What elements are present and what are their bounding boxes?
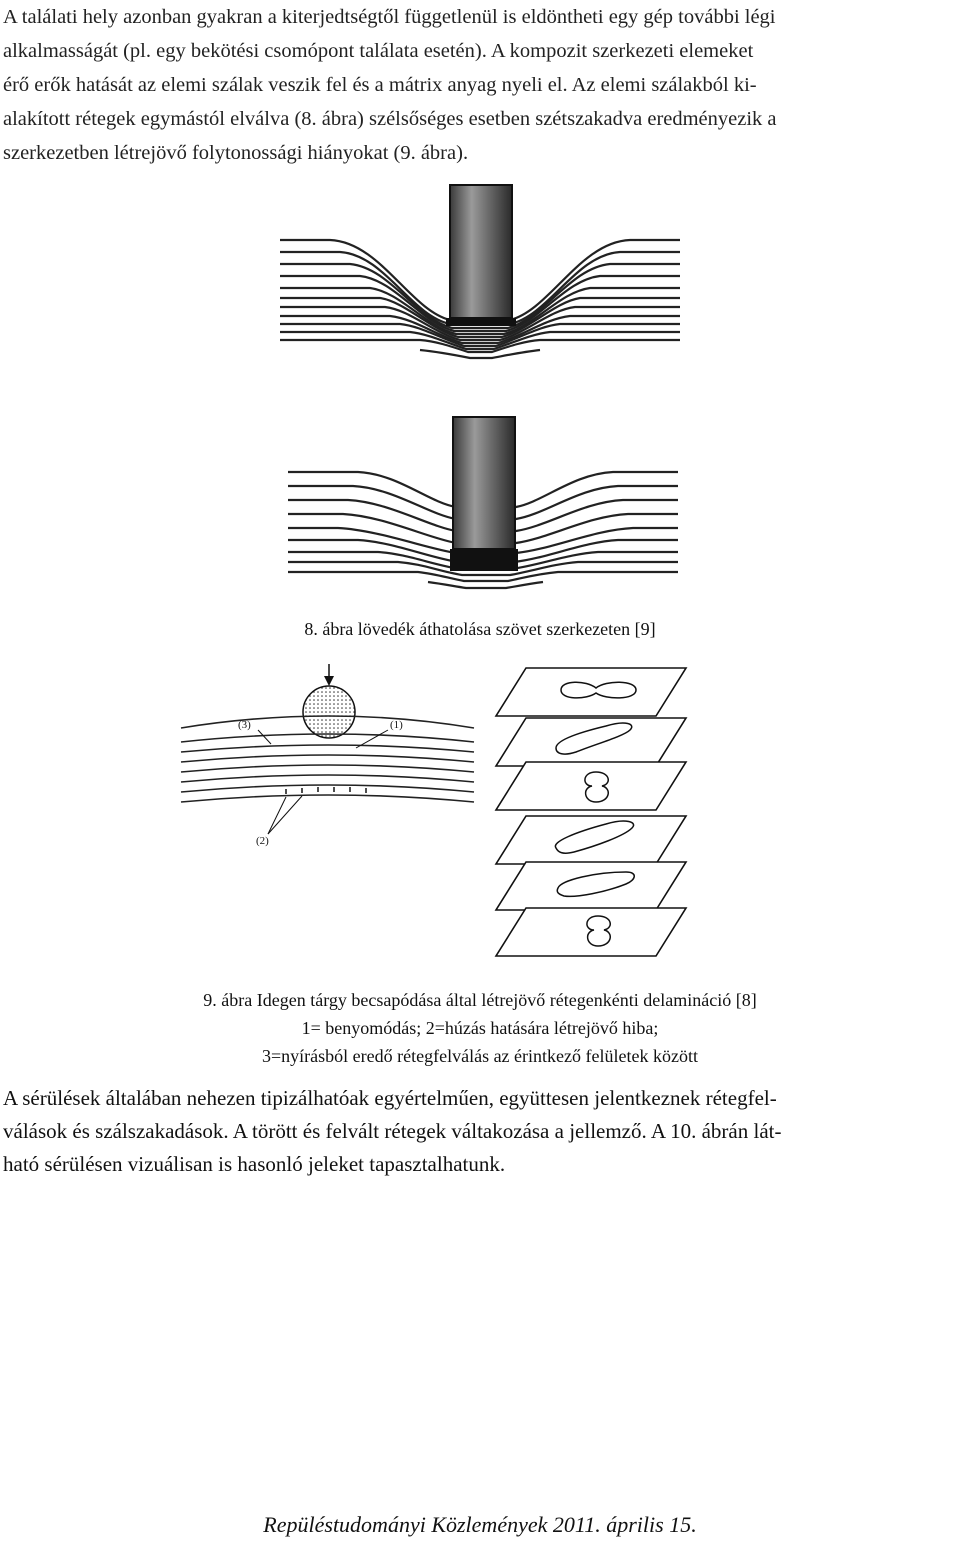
label-three: (3) — [238, 719, 251, 731]
body-line: ható sérülésen vizuálisan is hasonló jeleket tapasztalhatunk. — [3, 1152, 506, 1176]
intro-line: A találati hely azonban gyakran a kiterjedtségtől függetlenül is eldöntheti egy gép további légi — [3, 6, 776, 28]
body-line: válások és szálszakadások. A törött és felvált rétegek váltakozása a jellemző. A 10. ábrán lát- — [3, 1119, 782, 1143]
figure-8-caption: 8. ábra lövedék áthatolása szövet szerkezeten [9] — [304, 619, 656, 639]
intro-line: alkalmasságát (pl. egy bekötési csomópont találata esetén). A kompozit szerkezeti elemeket — [3, 40, 754, 62]
label-one: (1) — [390, 719, 403, 731]
intro-paragraph — [3, 0, 955, 170]
projectile-cylinder — [450, 185, 512, 318]
body-paragraph — [3, 1082, 955, 1181]
projectile-tip — [450, 549, 518, 571]
figure-9-caption-legend: 1= benyomódás; 2=húzás hatására létrejövő hiba; — [301, 1018, 659, 1038]
figure-9-caption-title: 9. ábra Idegen tárgy becsapódása által létrejövő rétegenkénti delamináció [8] — [203, 990, 757, 1010]
page-footer: Repüléstudományi Közlemények 2011. április 15. — [263, 1512, 697, 1537]
figure-9-impact-diagram — [176, 662, 476, 857]
figure-9-caption — [0, 986, 960, 1070]
tension-cracks — [286, 787, 366, 794]
projectile-tip — [446, 318, 516, 326]
intro-line: érő erők hatását az elemi szálak veszik fel és a mátrix anyag nyeli el. Az elemi szálakból ki- — [3, 74, 757, 96]
impact-arrow — [324, 664, 334, 686]
figure-8-top-panel — [270, 180, 690, 375]
figure-8-bottom-panel — [278, 412, 688, 597]
label-two: (2) — [256, 835, 269, 847]
body-line: A sérülések általában nehezen tipizálhatóak egyértelműen, együttesen jelentkeznek rétegfel- — [3, 1086, 777, 1110]
projectile-cylinder — [453, 417, 515, 549]
ply-1 — [496, 668, 686, 716]
ply-2 — [496, 718, 686, 766]
impactor-sphere — [303, 686, 355, 738]
figure-9-ply-stack — [486, 660, 706, 965]
figure-9-caption-legend: 3=nyírásból eredő rétegfelválás az érintkező felületek között — [262, 1046, 698, 1066]
intro-line: alakított rétegek egymástól elválva (8. ábra) szélsőséges esetben szétszakadva eredményezik a — [3, 108, 777, 130]
ply-4 — [496, 816, 686, 864]
ply-5 — [496, 862, 686, 910]
ply-sheets — [496, 668, 686, 956]
intro-line: szerkezetben létrejövő folytonossági hiányokat (9. ábra). — [3, 142, 469, 164]
